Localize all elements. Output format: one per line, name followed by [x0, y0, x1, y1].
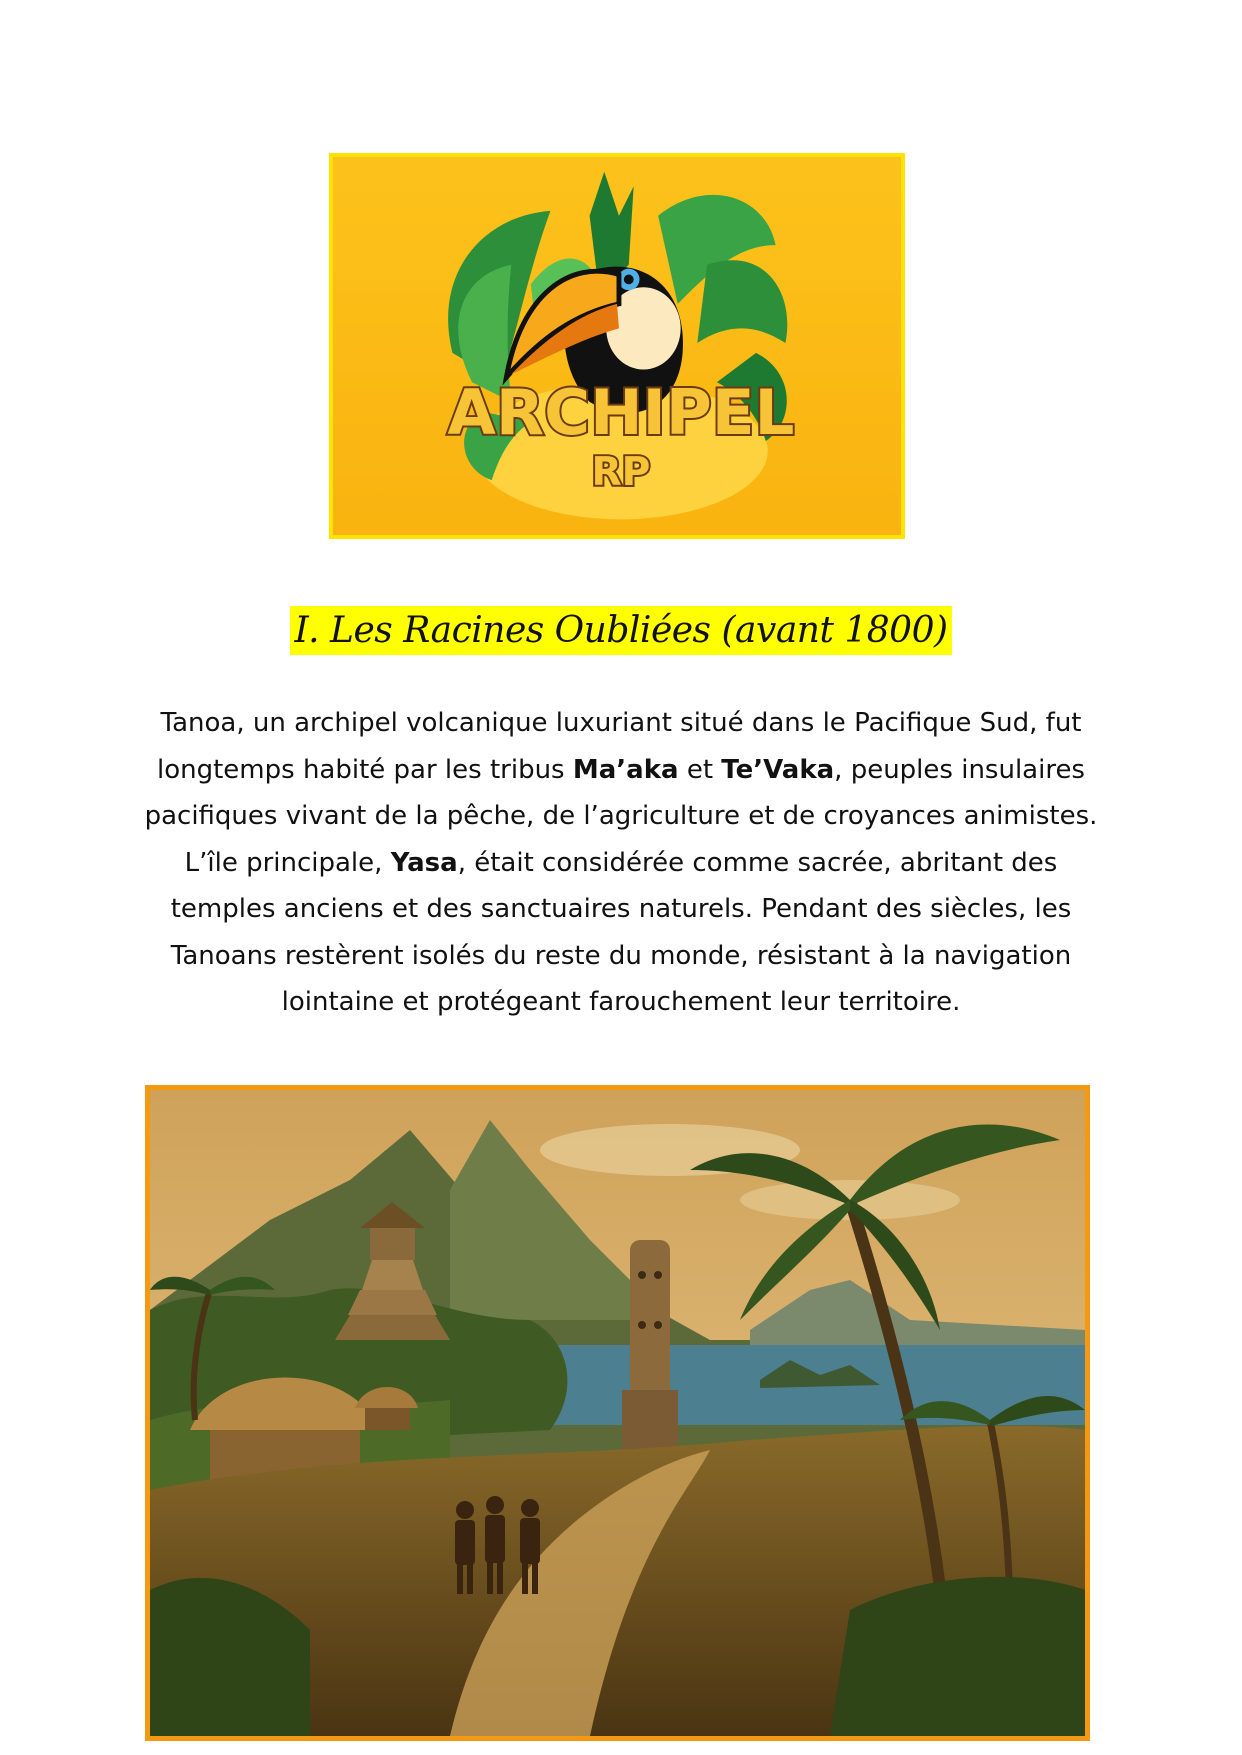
island-name: Yasa — [390, 847, 458, 878]
body-sentence-1: Tanoa, un archipel volcanique luxuriant situé dans le Pacifique Sud, fut longtemps habité par les tribus — [157, 708, 1082, 785]
body-sentence-3: L’île principale, — [184, 847, 391, 878]
illustration-ancient-village — [145, 1085, 1090, 1741]
tribe-figures — [455, 1496, 540, 1594]
archipel-rp-logo — [329, 153, 905, 539]
section-heading-row — [0, 606, 1242, 655]
painting-scene — [150, 1090, 1085, 1736]
logo-wordmark: ARCHIPEL — [447, 376, 795, 450]
stone-totem — [622, 1240, 678, 1450]
body-sentence-4: , était considérée comme sacrée, abritant des temples anciens et des sanctuaires naturels. Pendant des siècles, les Tanoans restèrent isolés du reste du monde, résistant à la navigation lointaine et protégeant farouchement leur territoire. — [170, 847, 1072, 1017]
body-sentence-2: , peuples insulaires pacifiques vivant de la pêche, de l’agriculture et de croyances animistes. — [144, 754, 1098, 831]
logo-subtitle: RP — [591, 450, 651, 496]
body-text — [140, 700, 1102, 1026]
section-heading: I. Les Racines Oubliées (avant 1800) — [290, 606, 951, 655]
body-connector: et — [678, 754, 722, 785]
toucan-emblem — [333, 157, 901, 535]
tribe-name-2: Te’Vaka — [721, 754, 835, 785]
tribe-name-1: Ma’aka — [572, 754, 679, 785]
